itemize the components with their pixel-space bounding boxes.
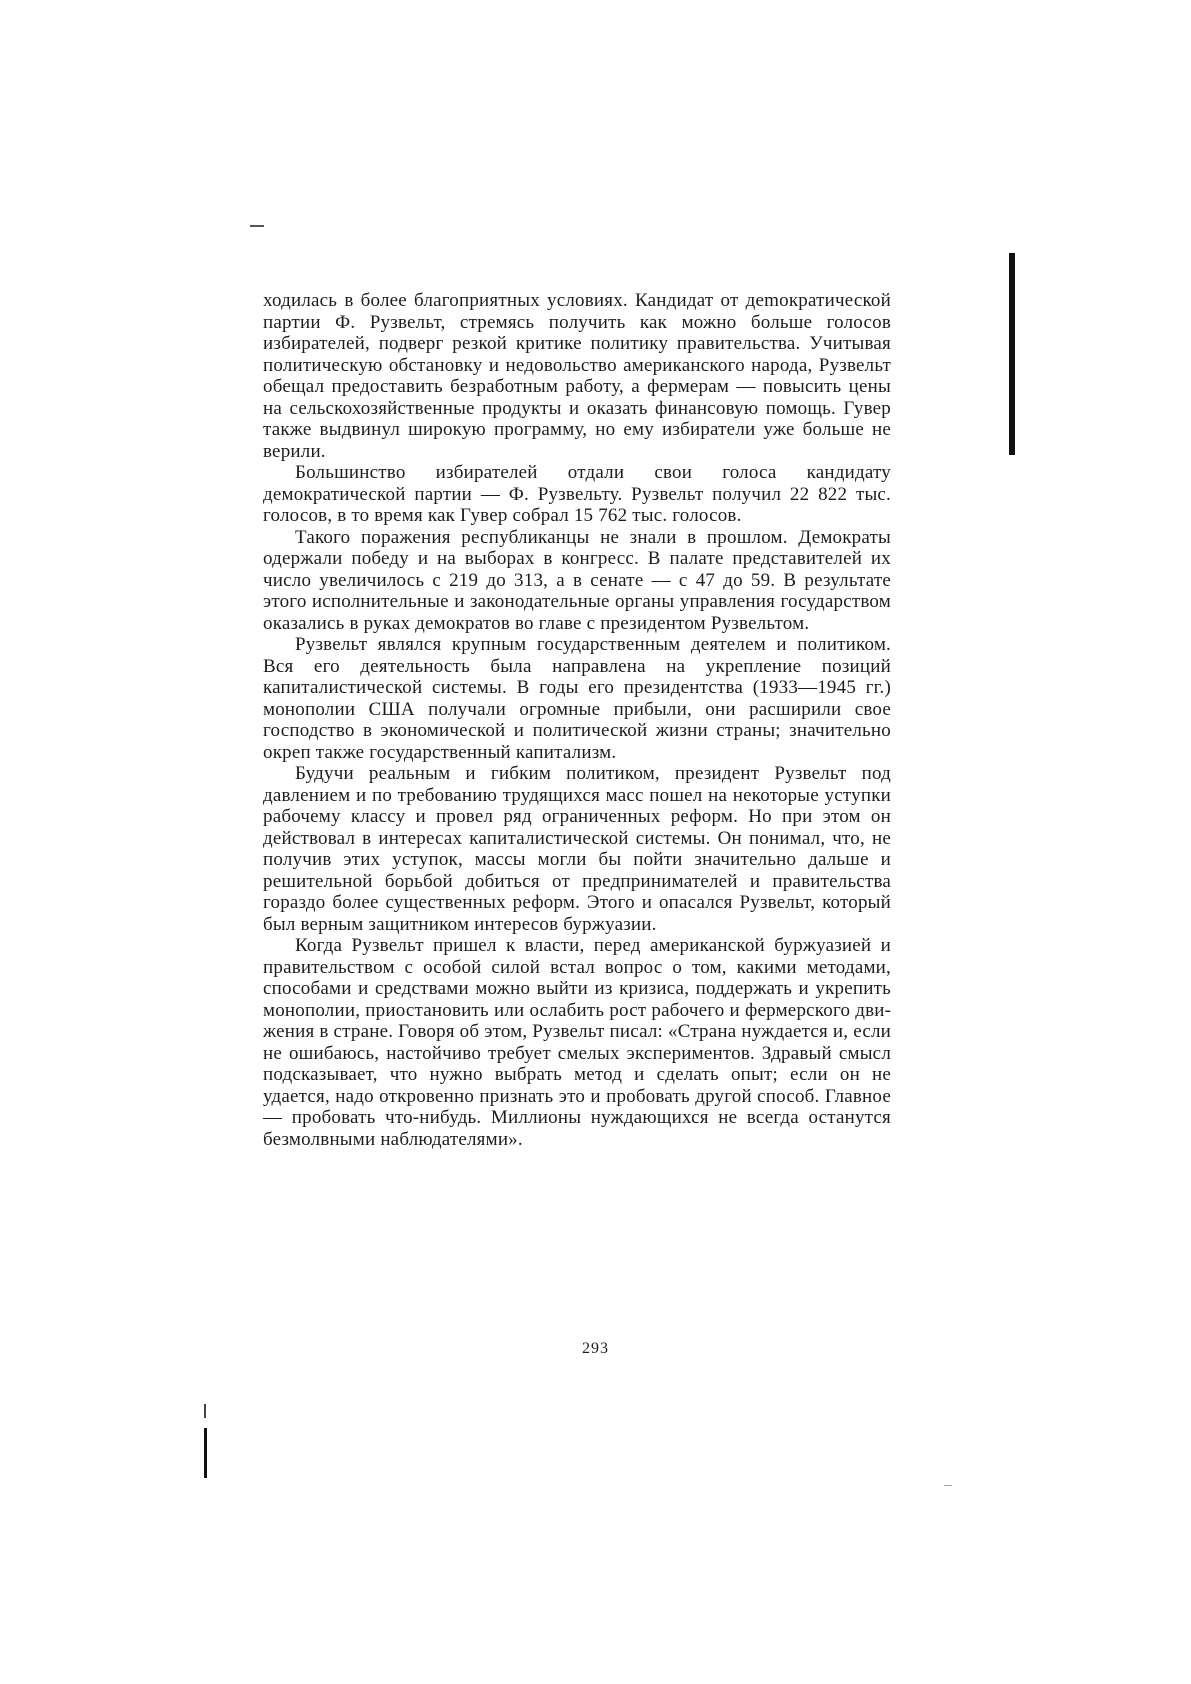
paragraph-4: Рузвельт являлся крупным государственным деятелем и политиком. Вся его деятельность была направлена на укрепление позиций капиталистической системы. В годы его президентства (1933—1945 гг.) монополии США получали огромные прибыли, они расширили свое господство в экономической и политической жизни страны; значительно окреп также государственный капитализм. [263, 634, 891, 763]
paragraph-6: Когда Рузвельт пришел к власти, перед американской буржуазией и правительством с особой силой встал вопрос о том, какими методами, способами и средствами можно выйти из кризиса, поддержать и укрепить монополии, приостановить или ослабить рост рабочего и фермерского движения в стране. Говоря об этом, Рузвельт писал: «Страна нуждается и, если не ошибаюсь, настойчиво требует смелых экспериментов. Здравый смысл подсказывает, что нужно выбрать метод и сделать опыт; если он не удается, надо откровенно признать это и пробовать другой способ. Главное — пробовать что-нибудь. Миллионы нуждающихся не всегда останутся безмолвными наблюдателями». [263, 935, 891, 1150]
page-body [263, 290, 891, 1150]
scan-mark-right-bar [1009, 253, 1015, 455]
paragraph-1: ходилась в более благоприятных условиях. Кандидат от деmократической партии Ф. Рузвельт, стремясь получить как можно больше голосов избирателей, подверг резкой критике политику правительства. Учитывая политическую обстановку и недовольство американского народа, Рузвельт обещал предоставить безработным работу, а фермерам — повысить цены на сельскохозяйственные продукты и оказать финансовую помощь. Гувер также выдвинул широкую программу, но ему избиратели уже больше не верили. [263, 290, 891, 462]
scan-mark-top-left [250, 225, 264, 227]
scan-mark-bottom-left-bar [204, 1428, 207, 1478]
page-number: 293 [582, 1340, 609, 1357]
scan-mark-bottom-left-small [204, 1404, 206, 1418]
paragraph-3: Такого поражения республиканцы не знали в прошлом. Демократы одержали победу и на выборах в конгресс. В палате представителей их число увеличилось с 219 до 313, а в сенате — с 47 до 59. В результате этого исполнительные и законодательные органы управления государством оказались в руках демократов во главе с президентом Рузвельтом. [263, 526, 891, 634]
paragraph-2: Большинство избирателей отдали свои голоса кандидату демократической партии — Ф. Рузвельту. Рузвельт получил 22 822 тыс. голосов, в то время как Гувер собрал 15 762 тыс. голосов. [263, 462, 891, 526]
scan-mark-bottom-right [944, 1485, 952, 1486]
paragraph-5: Будучи реальным и гибким политиком, президент Рузвельт под давлением и по требованию трудящихся масс пошел на некоторые уступки рабочему классу и провел ряд ограниченных реформ. Но при этом он действовал в интересах капиталистической системы. Он понимал, что, не получив этих уступок, массы могли бы пойти значительно дальше и решительной борьбой добиться от предпринимателей и правительства гораздо более существенных реформ. Этого и опасался Рузвельт, который был верным защитником интересов буржуазии. [263, 763, 891, 935]
